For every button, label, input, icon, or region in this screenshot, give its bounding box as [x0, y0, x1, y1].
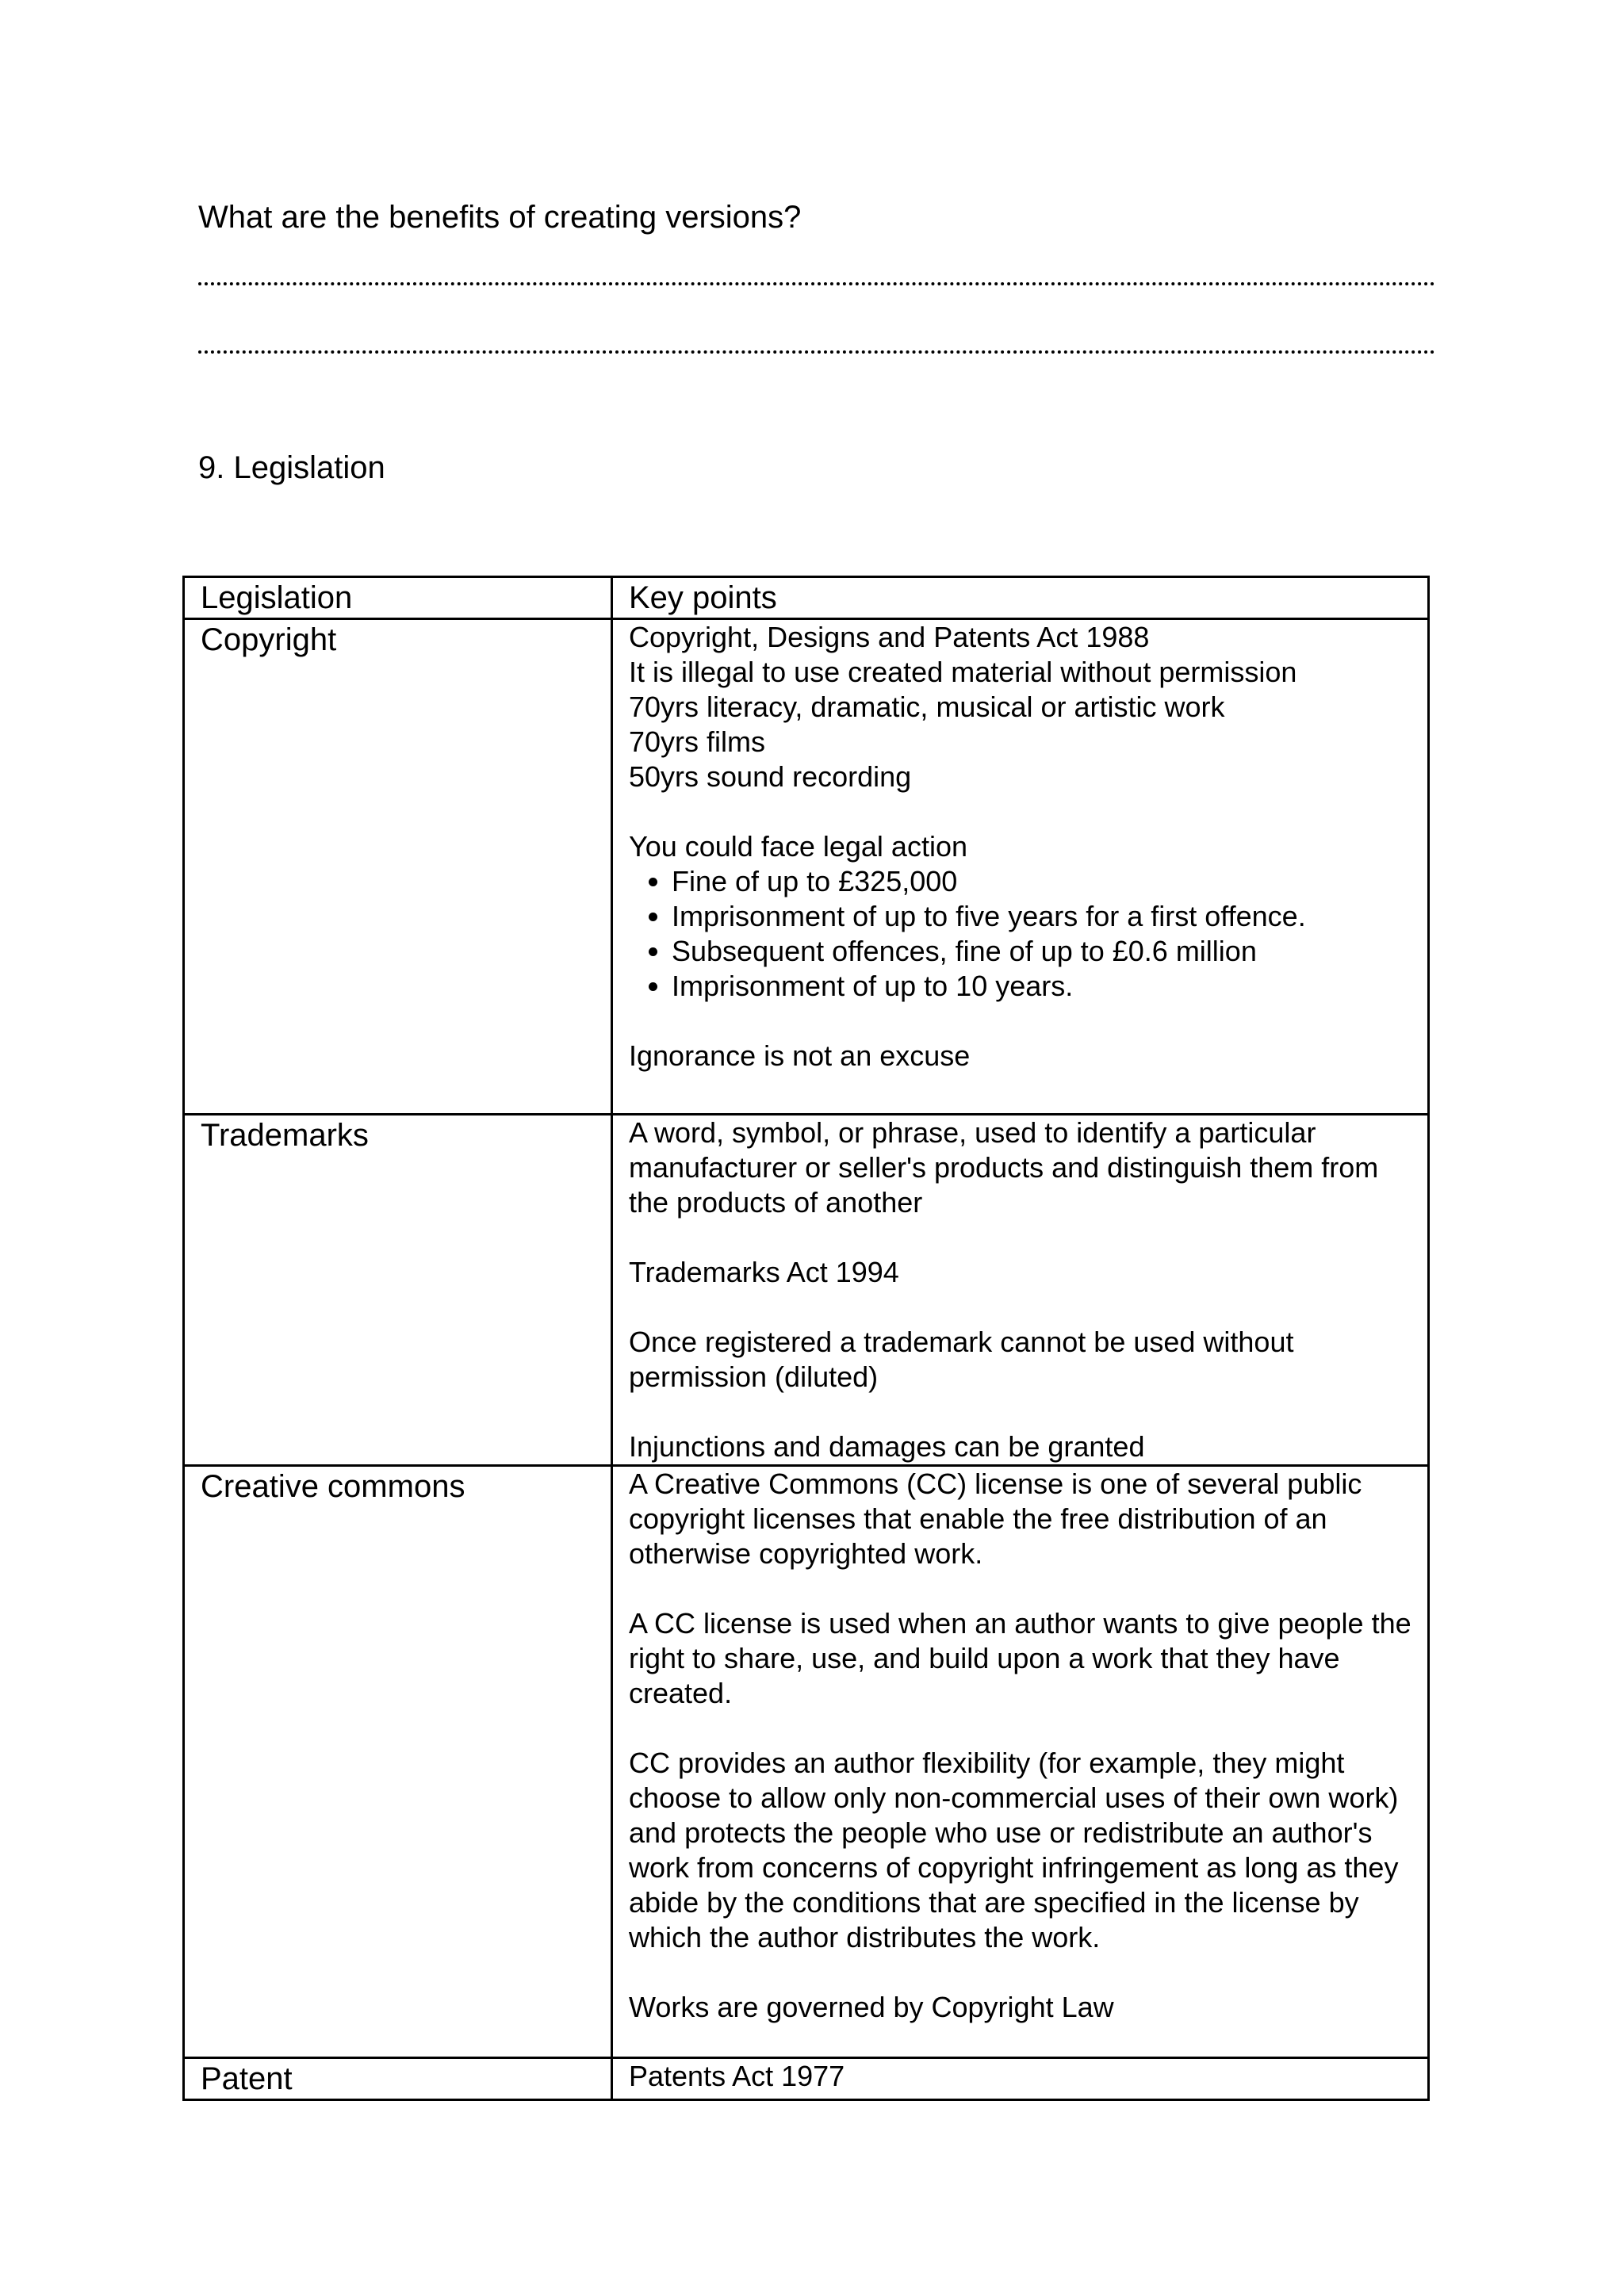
- key-point-paragraph: A Creative Commons (CC) license is one of several public copyright licenses that enable the free distribution of an otherwise copyrighted work.: [629, 1468, 1362, 1570]
- list-item: • Imprisonment of up to five years for a first offence.: [672, 899, 1411, 934]
- row-key-points: [612, 1115, 1429, 1466]
- row-label: Copyright: [184, 619, 612, 1115]
- key-point-paragraph: Copyright, Designs and Patents Act 1988 It is illegal to use created material without permission 70yrs literacy, dramatic, musical or artistic work 70yrs films 50yrs sound recording: [629, 621, 1297, 793]
- question-text: What are the benefits of creating versions?: [198, 200, 802, 235]
- header-legislation: Legislation: [184, 577, 612, 619]
- section-heading: 9. Legislation: [198, 450, 385, 485]
- key-point-paragraph: Trademarks Act 1994: [629, 1256, 899, 1288]
- table-row-copyright: [184, 619, 1429, 1115]
- penalty-list: [629, 864, 1411, 1004]
- legislation-table: [182, 576, 1430, 2101]
- row-key-points: [612, 1466, 1429, 2058]
- header-key-points: Key points: [612, 577, 1429, 619]
- list-item: • Fine of up to £325,000: [672, 864, 1411, 899]
- row-label: Creative commons: [184, 1466, 612, 2058]
- table-row-patent: [184, 2058, 1429, 2100]
- key-point-paragraph: Once registered a trademark cannot be used without permission (diluted): [629, 1326, 1294, 1393]
- key-point-paragraph: Injunctions and damages can be granted: [629, 1430, 1145, 1463]
- key-point-paragraph: A CC license is used when an author wants to give people the right to share, use, and build upon a work that they have created.: [629, 1607, 1411, 1709]
- table-row-creative-commons: [184, 1466, 1429, 2058]
- key-point-paragraph: Works are governed by Copyright Law: [629, 1991, 1114, 2023]
- key-point-paragraph: CC provides an author flexibility (for example, they might choose to allow only non-commercial uses of their own work) and protects the people who use or redistribute an author's work from concerns of copyright infringement as long as they abide by the conditions that are specified in the license by which the author distributes the work.: [629, 1747, 1399, 1954]
- key-point-paragraph: Ignorance is not an excuse: [629, 1039, 971, 1072]
- row-label: Patent: [184, 2058, 612, 2100]
- key-point-paragraph: A word, symbol, or phrase, used to identify a particular manufacturer or seller's products and distinguish them from the products of another: [629, 1116, 1379, 1219]
- answer-line-2[interactable]: [198, 350, 1435, 354]
- answer-line-1[interactable]: [198, 282, 1435, 285]
- row-label: Trademarks: [184, 1115, 612, 1466]
- row-key-points: [612, 619, 1429, 1115]
- list-item: • Subsequent offences, fine of up to £0.6 million: [672, 934, 1411, 969]
- key-point-paragraph: Patents Act 1977: [629, 2060, 845, 2092]
- key-point-paragraph: You could face legal action: [629, 830, 967, 863]
- row-key-points: [612, 2058, 1429, 2100]
- table-row-trademarks: [184, 1115, 1429, 1466]
- list-item: • Imprisonment of up to 10 years.: [672, 969, 1411, 1004]
- table-header-row: [184, 577, 1429, 619]
